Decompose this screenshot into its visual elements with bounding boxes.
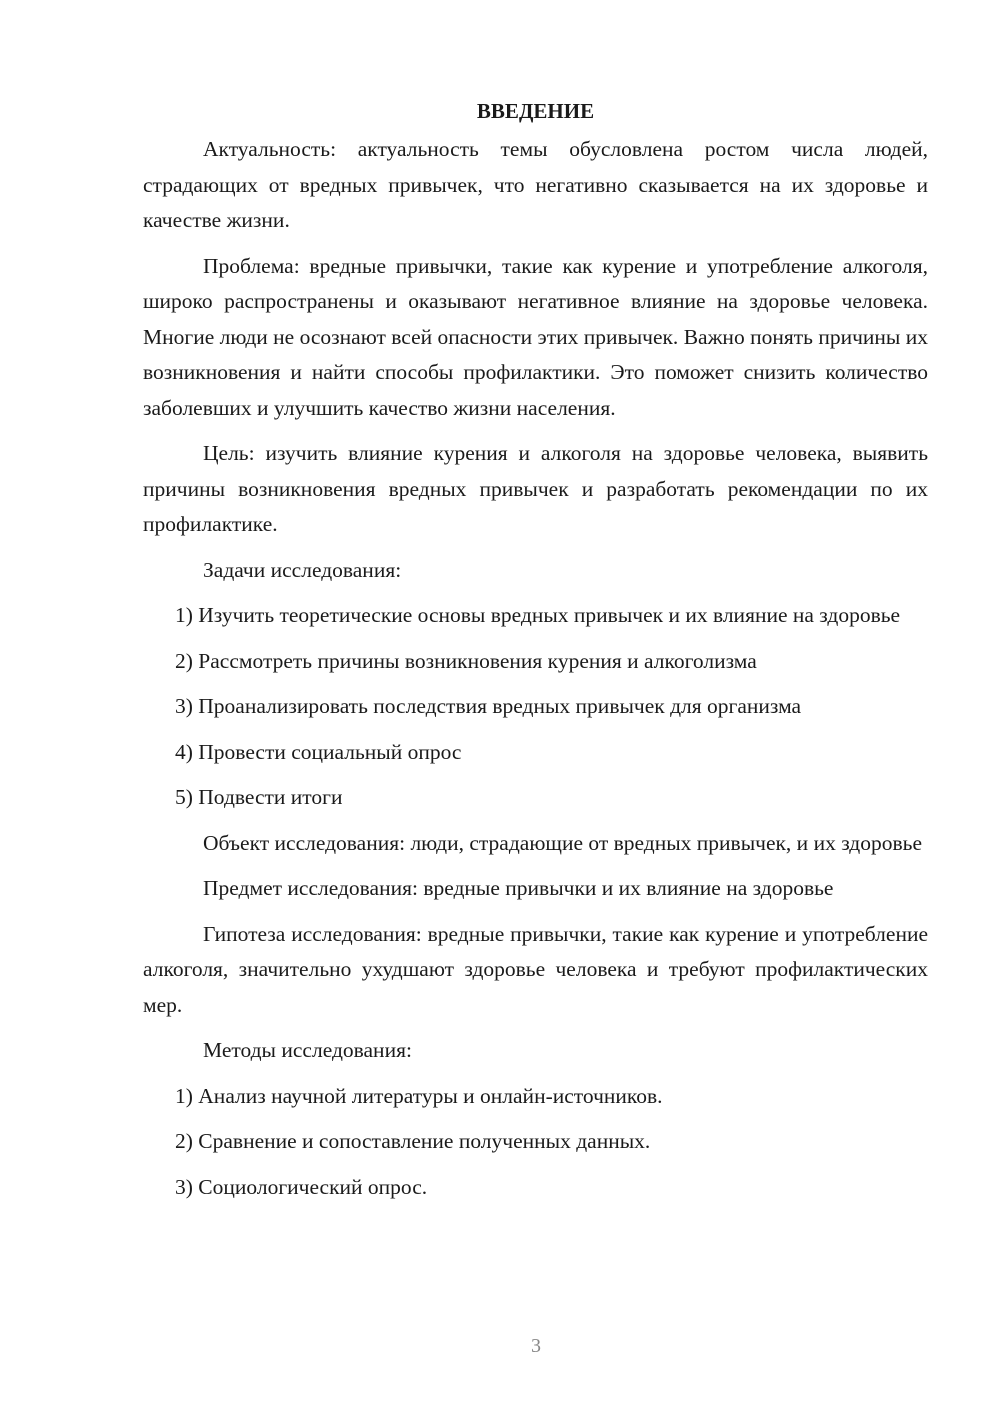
task-item: 4) Провести социальный опрос <box>175 739 462 764</box>
task-item: 2) Рассмотреть причины возникновения курения и алкоголизма <box>175 648 757 673</box>
task-item: 1) Изучить теоретические основы вредных привычек и их влияние на здоровье <box>175 603 901 627</box>
task-item: 3) Проанализировать последствия вредных привычек для организма <box>175 694 802 718</box>
problem-paragraph: Проблема: вредные привычки, такие как курение и употребление алкоголя, широко распространены и оказывают негативное влияние на здоровье человека. Многие люди не осознают всей опасности этих привычек. Важно понять причины их возникновения и найти способы профилактики. Это поможет снизить количество заболевших и улучшить качество жизни населения. <box>143 253 928 420</box>
methods-heading: Методы исследования: <box>203 1038 412 1062</box>
document-body <box>143 92 928 1215</box>
object-paragraph: Объект исследования: люди, страдающие от вредных привычек, и их здоровье <box>203 830 922 855</box>
page-number: 3 <box>531 1335 541 1357</box>
method-item: 2) Сравнение и сопоставление полученных данных. <box>175 1129 651 1153</box>
task-item: 5) Подвести итоги <box>175 785 343 809</box>
section-title: ВВЕДЕНИЕ <box>476 99 595 123</box>
tasks-heading: Задачи исследования: <box>203 557 402 582</box>
method-item: 1) Анализ научной литературы и онлайн-источников. <box>175 1083 663 1108</box>
relevance-paragraph: Актуальность: актуальность темы обусловлена ростом числа людей, страдающих от вредных привычек, что негативно сказывается на их здоровье и качестве жизни. <box>143 137 928 232</box>
method-item: 3) Социологический опрос. <box>175 1174 428 1199</box>
hypothesis-paragraph: Гипотеза исследования: вредные привычки, такие как курение и употребление алкоголя, значительно ухудшают здоровье человека и требуют профилактических мер. <box>143 921 928 1017</box>
goal-paragraph: Цель: изучить влияние курения и алкоголя на здоровье человека, выявить причины возникновения вредных привычек и разработать рекомендации по их профилактике. <box>143 441 928 536</box>
subject-paragraph: Предмет исследования: вредные привычки и их влияние на здоровье <box>203 876 834 900</box>
